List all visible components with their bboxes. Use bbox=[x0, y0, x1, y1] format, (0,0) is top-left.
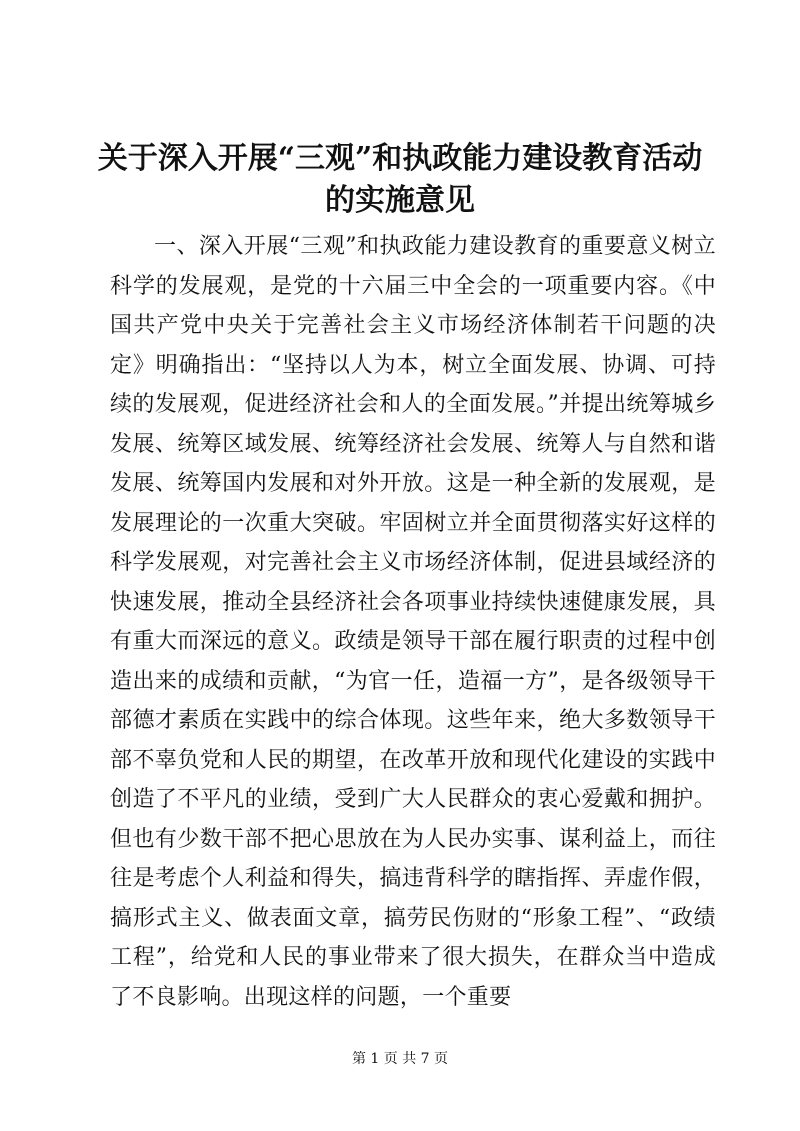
page-footer: 第 1 页 共 7 页 bbox=[351, 1051, 449, 1067]
page-title: 关于深入开展“三观”和执政能力建设教育活动的实施意见 bbox=[97, 141, 703, 218]
body-paragraph: 一、深入开展“三观”和执政能力建设教育的重要意义树立科学的发展观，是党的十六届三中全会的一项重要内容。《中国共产党中央关于完善社会主义市场经济体制若干问题的决定》明确指出：“坚持以人为本，树立全面发展、协调、可持续的发展观，促进经济社会和人的全面发展。”并提出统筹城乡发展、统筹区域发展、统筹经济社会发展、统筹人与自然和谐发展、统筹国内发展和对外开放。这是一种全新的发展观，是发展理论的一次重大突破。牢固树立并全面贯彻落实好这样的科学发展观，对完善社会主义市场经济体制，促进县域经济的快速发展，推动全县经济社会各项事业持续快速健康发展，具有重大而深远的意义。政绩是领导干部在履行职责的过程中创造出来的成绩和贡献，“为官一任，造福一方”，是各级领导干部德才素质在实践中的综合体现。这些年来，绝大多数领导干部不辜负党和人民的期望，在改革开放和现代化建设的实践中创造了不平凡的业绩，受到广大人民群众的衷心爱戴和拥护。但也有少数干部不把心思放在为人民办实事、谋利益上，而往往是考虑个人利益和得失，搞违背科学的瞎指挥、弄虚作假，搞形式主义、做表面文章，搞劳民伤财的“形象工程”、“政绩工程”，给党和人民的事业带来了很大损失，在群众当中造成了不良影响。出现这样的问题，一个重要 bbox=[110, 234, 716, 1010]
